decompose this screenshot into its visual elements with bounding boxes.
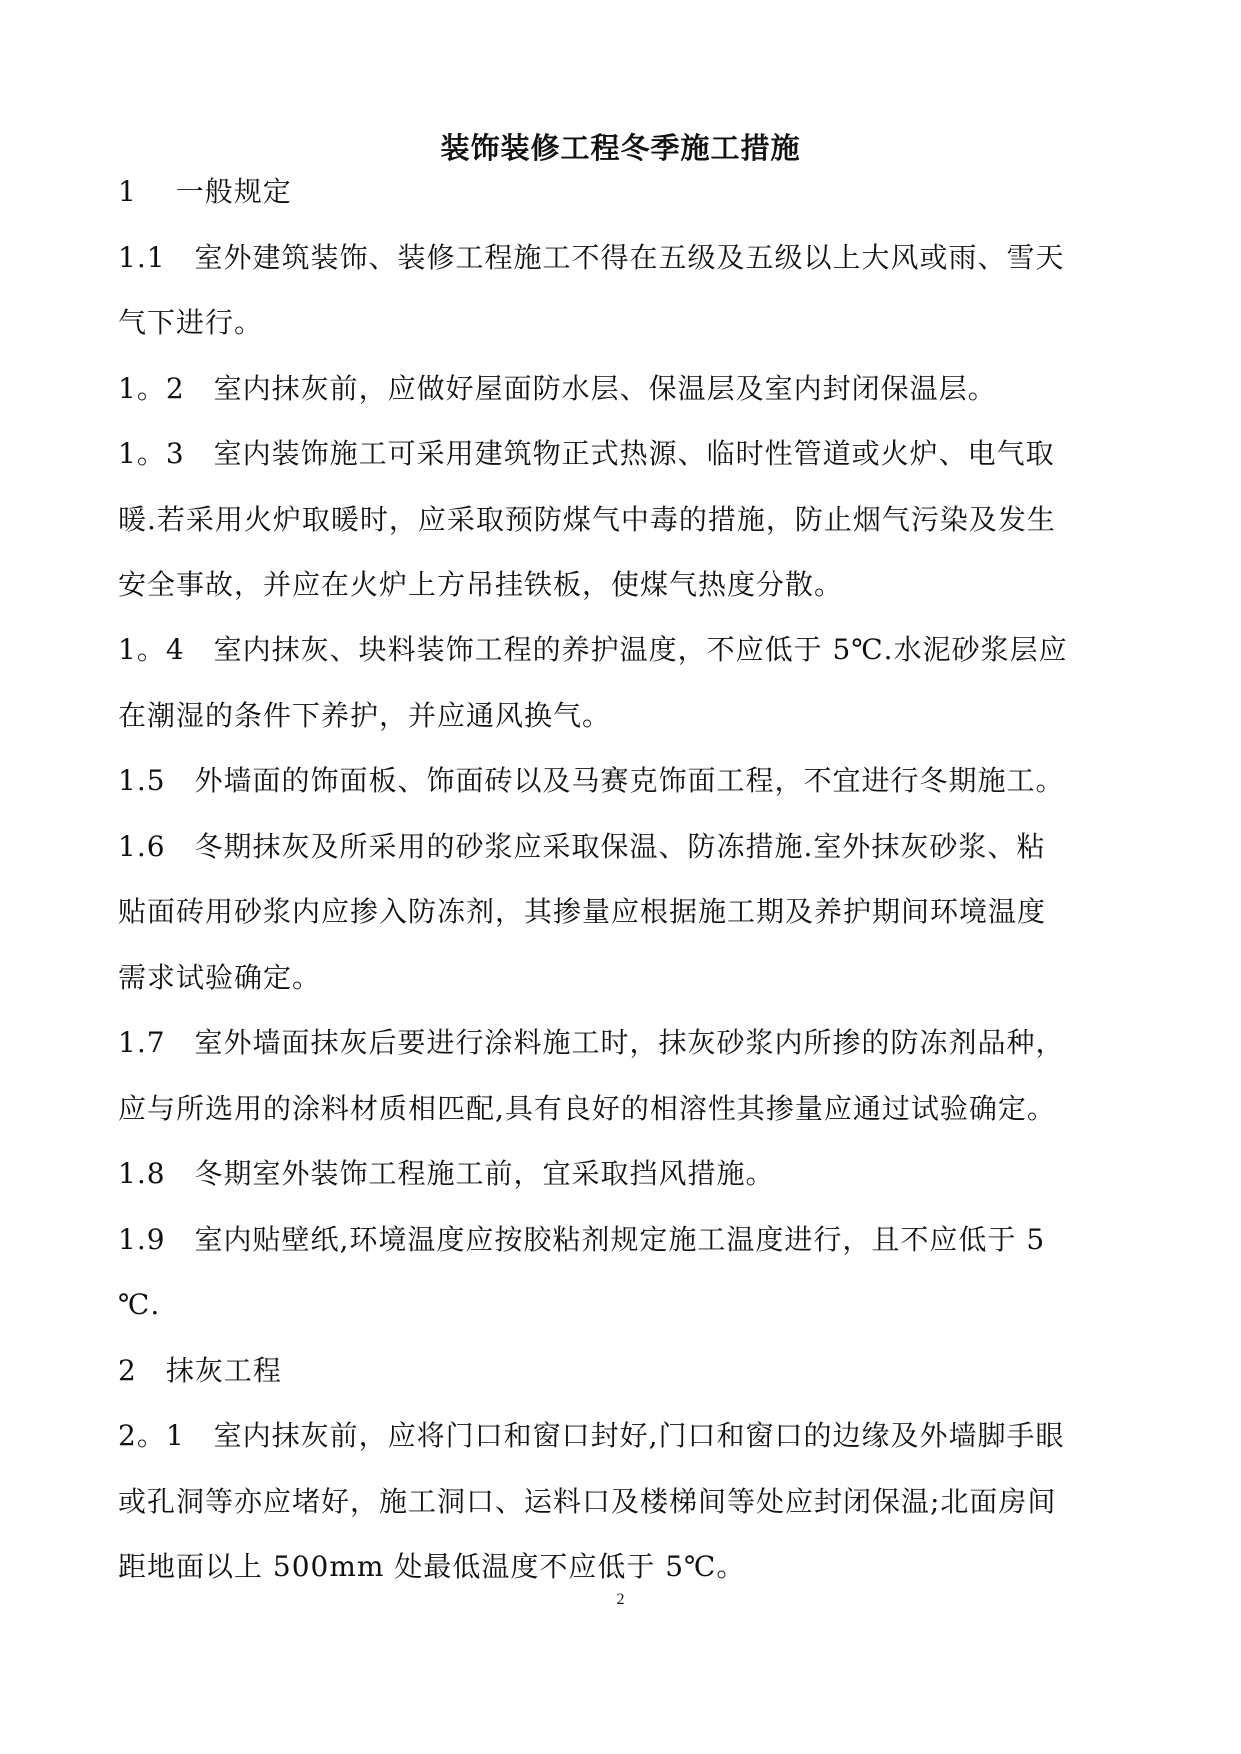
- text-line: 1.9 室内贴壁纸,环境温度应按胶粘剂规定施工温度进行，且不应低于 5: [118, 1223, 1046, 1256]
- text-line: 距地面以上 500mm 处最低温度不应低于 5℃。: [118, 1550, 746, 1583]
- text-line: 1.1 室外建筑装饰、装修工程施工不得在五级及五级以上大风或雨、雪天: [118, 241, 1065, 274]
- text-line: 2。1 室内抹灰前，应将门口和窗口封好,门口和窗口的边缘及外墙脚手眼: [118, 1419, 1065, 1452]
- page-number: 2: [616, 1591, 625, 1608]
- text-line: ℃.: [118, 1288, 161, 1321]
- text-line: 1。4 室内抹灰、块料装饰工程的养护温度，不应低于 5℃.水泥砂浆层应: [118, 633, 1068, 666]
- text-line: 气下进行。: [118, 306, 264, 339]
- text-line: 安全事故，并应在火炉上方吊挂铁板，使煤气热度分散。: [118, 568, 844, 601]
- text-line: 1.5 外墙面的饰面板、饰面砖以及马赛克饰面工程，不宜进行冬期施工。: [118, 764, 1065, 797]
- text-line: 在潮湿的条件下养护，并应通风换气。: [118, 699, 612, 732]
- text-line: 暖.若采用火炉取暖时，应采取预防煤气中毒的措施，防止烟气污染及发生: [118, 503, 1056, 536]
- text-line: 1 一般规定: [118, 175, 292, 208]
- text-line: 或孔洞等亦应堵好，施工洞口、运料口及楼梯间等处应封闭保温;北面房间: [118, 1485, 1057, 1518]
- document-title: 装饰装修工程冬季施工措施: [440, 131, 801, 165]
- text-line: 1。2 室内抹灰前，应做好屋面防水层、保温层及室内封闭保温层。: [118, 372, 997, 405]
- text-line: 1.7 室外墙面抹灰后要进行涂料施工时，抹灰砂浆内所掺的防冻剂品种，: [118, 1026, 1065, 1059]
- text-line: 需求试验确定。: [118, 961, 322, 994]
- text-line: 1.6 冬期抹灰及所采用的砂浆应采取保温、防冻措施.室外抹灰砂浆、粘: [118, 830, 1046, 863]
- text-line: 2 抹灰工程: [118, 1354, 282, 1387]
- text-line: 应与所选用的涂料材质相匹配,具有良好的相溶性其掺量应通过试验确定。: [118, 1092, 1056, 1125]
- text-line: 贴面砖用砂浆内应掺入防冻剂，其掺量应根据施工期及养护期间环境温度: [118, 895, 1047, 928]
- text-line: 1.8 冬期室外装饰工程施工前，宜采取挡风措施。: [118, 1157, 775, 1190]
- text-line: 1。3 室内装饰施工可采用建筑物正式热源、临时性管道或火炉、电气取: [118, 437, 1055, 470]
